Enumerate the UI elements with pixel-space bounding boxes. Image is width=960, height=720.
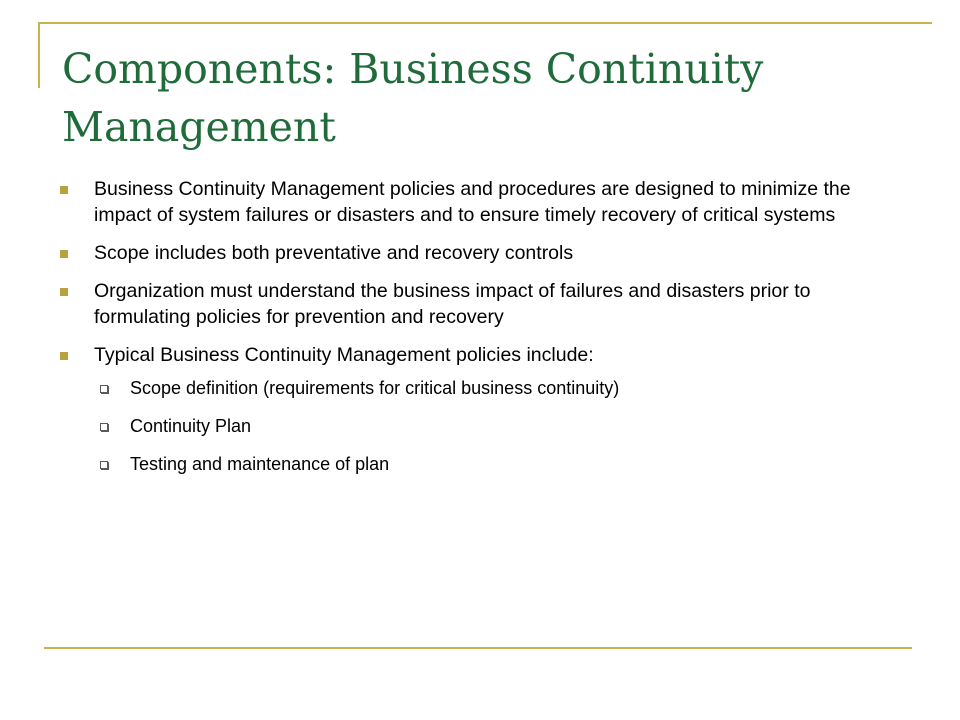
checkbox-bullet-icon — [100, 461, 108, 469]
left-rule — [38, 22, 40, 88]
top-rule — [38, 22, 932, 24]
square-bullet-icon — [60, 288, 68, 296]
bullet-text: Scope includes both preventative and recovery controls — [94, 242, 574, 264]
bullet-text: Typical Business Continuity Management policies include: — [94, 344, 594, 366]
bullet-text: Business Continuity Management policies and procedures are designed to minimize the impact of system failures or disasters and to ensure timely recovery of critical systems — [94, 178, 851, 226]
bullet-item — [58, 342, 898, 476]
sub-bullet-text: Continuity Plan — [130, 416, 252, 436]
sub-bullet-item — [84, 414, 898, 438]
bullet-list — [58, 176, 898, 490]
checkbox-bullet-icon — [100, 423, 108, 431]
sub-bullet-text: Scope definition (requirements for critical business continuity) — [130, 378, 620, 398]
sub-bullet-text: Testing and maintenance of plan — [130, 454, 390, 474]
square-bullet-icon — [60, 352, 68, 360]
checkbox-bullet-icon — [100, 385, 108, 393]
slide-title: Components: Business Continuity Management — [62, 45, 764, 151]
bullet-text: Organization must understand the business impact of failures and disasters prior to formulating policies for prevention and recovery — [94, 280, 811, 328]
square-bullet-icon — [60, 186, 68, 194]
sub-bullet-list — [84, 376, 898, 476]
bottom-rule — [44, 647, 912, 649]
sub-bullet-item — [84, 376, 898, 400]
bullet-item — [58, 240, 898, 266]
bullet-item — [58, 176, 898, 228]
bullet-item — [58, 278, 898, 330]
square-bullet-icon — [60, 250, 68, 258]
sub-bullet-item — [84, 452, 898, 476]
